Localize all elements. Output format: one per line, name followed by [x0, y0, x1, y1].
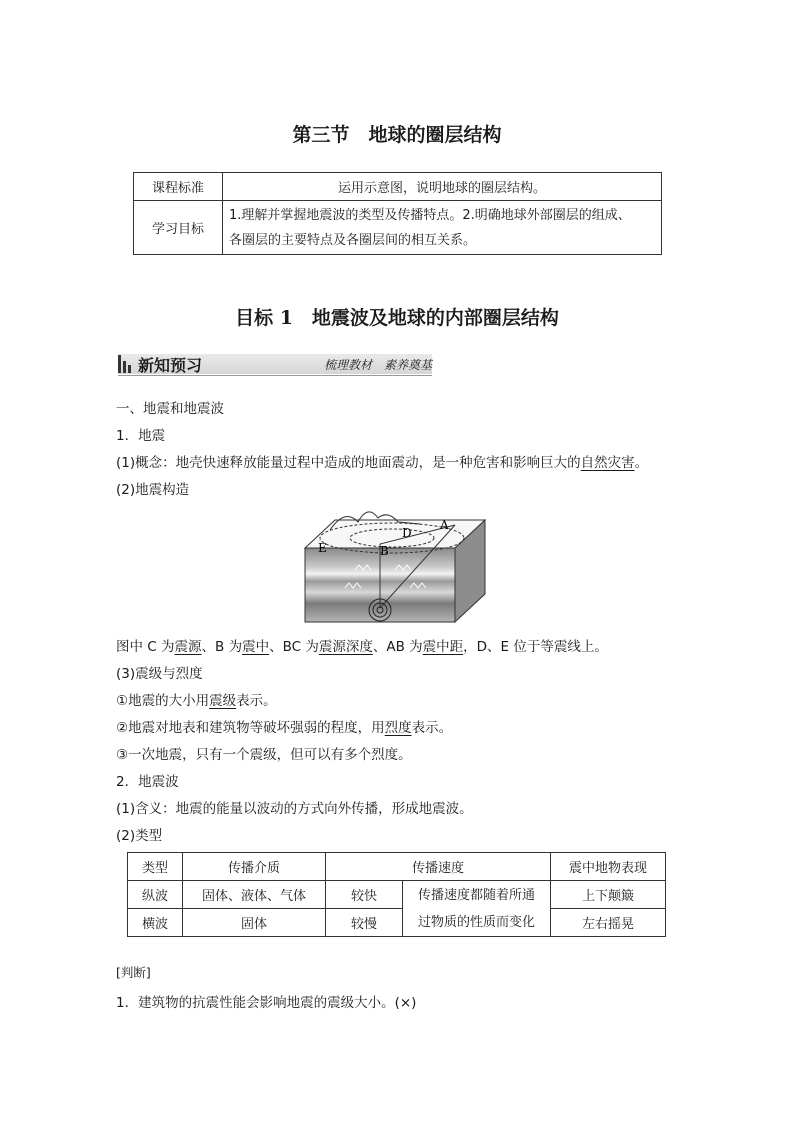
ground-surface [305, 520, 485, 548]
header-type: 类型 [128, 853, 183, 881]
caption-underlined: 震中距 [422, 639, 464, 655]
paragraph-magnitude [116, 689, 277, 709]
magnitude-end: 表示。 [236, 693, 277, 709]
standards-table [133, 172, 662, 255]
heading-earthquake-and-waves: 一、地震和地震波 [116, 401, 224, 417]
goal-title: 目标 1 地震波及地球的内部圈层结构 [235, 307, 559, 329]
header-speed: 传播速度 [326, 853, 551, 881]
magnitude-underlined: 震级 [209, 693, 237, 709]
caption-underlined: 震源 [174, 639, 202, 655]
page-title: 第三节 地球的圈层结构 [292, 124, 502, 146]
intensity-text: ②地震对地表和建筑物等破坏强弱的程度，用 [116, 720, 385, 736]
earthquake-structure-diagram [300, 500, 490, 626]
objectives-line-1: 1.理解并掌握地震波的类型及传播特点。2.明确地球外部圈层的组成、 [229, 207, 631, 223]
paragraph-one-magnitude: ③一次地震，只有一个震级，但可以有多个烈度。 [116, 747, 412, 763]
concept-end: 。 [634, 455, 649, 471]
standards-content: 运用示意图，说明地球的圈层结构。 [223, 173, 662, 201]
paragraph-magnitude-intensity: (3)震级与烈度 [116, 666, 203, 682]
standards-label: 课程标准 [134, 173, 223, 201]
row-p-wave-effect: 上下颠簸 [551, 881, 666, 909]
caption-underlined: 震中 [242, 639, 270, 655]
paragraph-definition: (1)含义：地震的能量以波动的方式向外传播，形成地震波。 [116, 801, 473, 817]
judge-header: [判断] [116, 965, 151, 980]
row-s-wave-medium: 固体 [183, 909, 326, 937]
row-s-wave-speed: 较慢 [326, 909, 403, 937]
intensity-underlined: 烈度 [384, 720, 412, 736]
row-s-wave-effect: 左右摇晃 [551, 909, 666, 937]
caption-part: ，D、E 位于等震线上。 [463, 639, 608, 655]
header-effect: 震中地物表现 [551, 853, 666, 881]
section-bar-slogan: 梳理教材 素养奠基 [323, 358, 432, 372]
caption-part: 、BC 为 [269, 639, 319, 655]
subheading-earthquake: 1．地震 [116, 428, 166, 444]
section-bar [118, 352, 432, 376]
objectives-content [223, 201, 662, 255]
intensity-end: 表示。 [411, 720, 453, 736]
speed-shared-note [403, 881, 551, 937]
caption-part: 图中 C 为 [116, 639, 175, 655]
paragraph-concept [116, 451, 648, 471]
concept-underlined: 自然灾害 [580, 455, 635, 471]
label-d: D [402, 526, 412, 540]
paragraph-types: (2)类型 [116, 828, 163, 844]
label-e: E [318, 541, 327, 555]
header-medium: 传播介质 [183, 853, 326, 881]
row-p-wave-type: 纵波 [128, 881, 183, 909]
row-p-wave-speed: 较快 [326, 881, 403, 909]
objectives-label: 学习目标 [134, 201, 223, 255]
seismic-wave-table [127, 852, 666, 937]
row-s-wave-type: 横波 [128, 909, 183, 937]
section-bar-title: 新知预习 [138, 356, 203, 375]
subheading-seismic-waves: 2．地震波 [116, 774, 179, 790]
diagram-caption [116, 635, 608, 655]
row-p-wave-medium: 固体、液体、气体 [183, 881, 326, 909]
book-stack-icon [118, 355, 132, 373]
caption-part: 、B 为 [201, 639, 243, 655]
judge-item-1: 1．建筑物的抗震性能会影响地震的震级大小。(×) [116, 995, 417, 1011]
label-b: B [380, 544, 389, 558]
caption-underlined: 震源深度 [318, 639, 373, 655]
speed-note-line-1: 传播速度都随着所通 [417, 887, 535, 903]
caption-part: 、AB 为 [372, 639, 423, 655]
objectives-line-2: 各圈层的主要特点及各圈层间的相互关系。 [229, 232, 477, 248]
concept-text: (1)概念：地壳快速释放能量过程中造成的地面震动，是一种危害和影响巨大的 [116, 455, 581, 471]
magnitude-text: ①地震的大小用 [116, 693, 210, 709]
speed-note-line-2: 过物质的性质而变化 [417, 914, 535, 930]
paragraph-intensity [116, 716, 452, 736]
paragraph-structure: (2)地震构造 [116, 482, 190, 498]
label-a: A [440, 518, 449, 532]
